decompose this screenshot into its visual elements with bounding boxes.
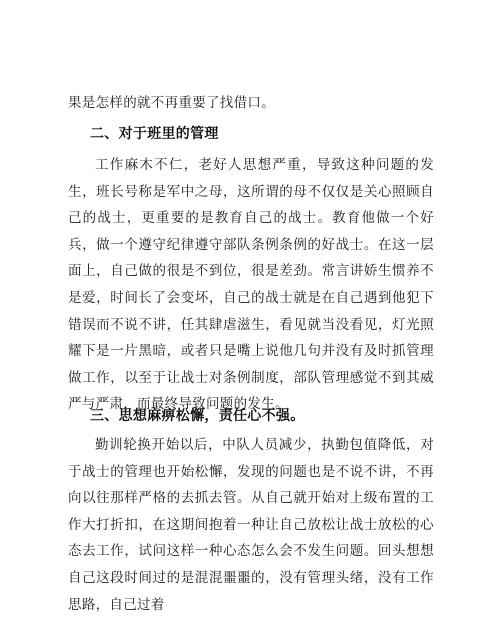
opening-line: 果是怎样的就不再重要了找借口。 — [68, 95, 275, 111]
opening-text-block — [68, 90, 434, 117]
section-2-heading: 二、对于班里的管理 — [90, 126, 219, 142]
section-2-body — [68, 152, 434, 418]
section-3-heading: 三、思想麻痹松懈，责任心不强。 — [90, 408, 305, 424]
section-3-paragraph: 勤训轮换开始以后，中队人员减少，执勤包值降低，对于战士的管理也开始松懈，发现的问题也是不说不讲，不再向以往那样严格的去抓去管。从自己就开始对上级布置的工作大打折扣，在这期间抱着一种让自己放松让战士放松的心态去工作，试问这样一种心态怎么会不发生问题。回头想想自己这段时间过的是混混噩噩的，没有管理头绪，没有工作思路，自己过着 — [68, 437, 434, 613]
section-2-paragraph: 工作麻木不仁，老好人思想严重，导致这种问题的发生，班长号称是军中之母，这所谓的母不仅仅是关心照顾自己的战士，更重要的是教育自己的战士。教育他做一个好兵，做一个遵守纪律遵守部队条例条例的好战士。在这一层面上，自己做的很是不到位，很是差劲。常言讲娇生惯养不是爱，时间长了会变坏，自己的战士就是在自己遇到他犯下错误而不说不讲，任其肆虐滋生，看见就当没看见，灯光照耀下是一片黑暗，或者只是嘴上说他几句并没有及时抓管理做工作，以至于让战士对条例制度，部队管理感觉不到其威严与严肃，而最终导致问题的发生。 — [68, 157, 434, 413]
section-2-heading-block — [68, 124, 434, 144]
section-3-body — [68, 432, 434, 618]
section-3-heading-block — [68, 406, 434, 426]
